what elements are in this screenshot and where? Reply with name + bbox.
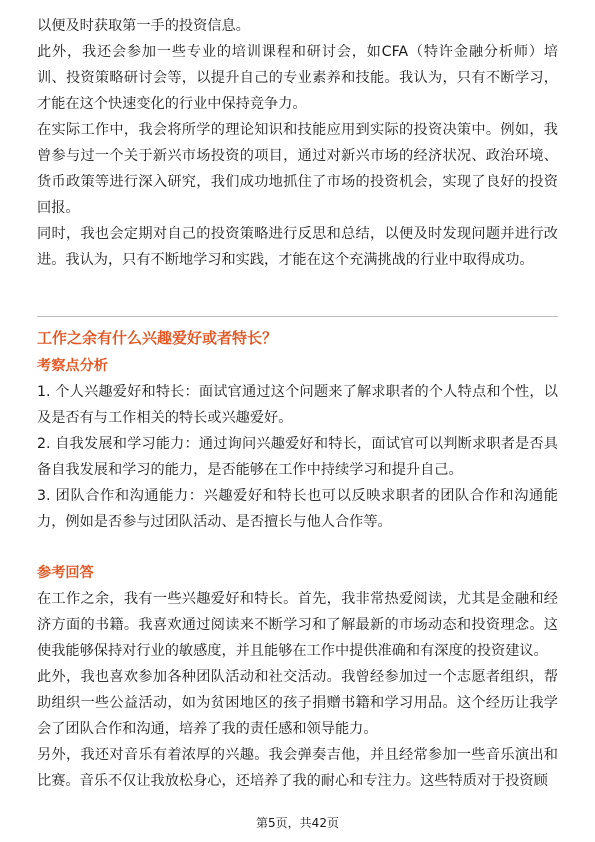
paragraph: 另外，我还对音乐有着浓厚的兴趣。我会弹奏吉他，并且经常参加一些音乐演出和比赛。音乐不仅让我放松身心，还培养了我的耐心和专注力。这些特质对于投资顾	[37, 747, 558, 789]
section-divider	[37, 316, 558, 317]
paragraph: 此外，我也喜欢参加各种团队活动和社交活动。我曾经参加过一个志愿者组织，帮助组织一些公益活动，如为贫困地区的孩子捐赠书籍和学习用品。这个经历让我学会了团队合作和沟通，培养了我的责任感和领导能力。	[37, 669, 558, 737]
answer-section	[37, 560, 558, 794]
analysis-item: 1. 个人兴趣爱好和特长：面试官通过这个问题来了解求职者的个人特点和个性，以及是否有与工作相关的特长或兴趣爱好。	[37, 384, 558, 426]
analysis-heading: 考察点分析	[37, 358, 108, 374]
paragraph: 同时，我也会定期对自己的投资策略进行反思和总结，以便及时发现问题并进行改进。我认为，只有不断地学习和实践，才能在这个充满挑战的行业中取得成功。	[37, 226, 558, 268]
paragraph: 在实际工作中，我会将所学的理论知识和技能应用到实际的投资决策中。例如，我曾参与过一个关于新兴市场投资的项目，通过对新兴市场的经济状况、政治环境、货币政策等进行深入研究，我们成功地抓住了市场的投资机会，实现了良好的投资回报。	[37, 122, 558, 216]
analysis-section	[37, 353, 558, 535]
question-heading: 工作之余有什么兴趣爱好或者特长？	[37, 329, 278, 347]
analysis-item: 3. 团队合作和沟通能力：兴趣爱好和特长也可以反映求职者的团队合作和沟通能力，例如是否参与过团队活动、是否擅长与他人合作等。	[37, 488, 558, 530]
page-number: 第5页，共42页	[256, 816, 339, 830]
paragraph: 在工作之余，我有一些兴趣爱好和特长。首先，我非常热爱阅读，尤其是金融和经济方面的书籍。我喜欢通过阅读来不断学习和了解最新的市场动态和投资理念。这使我能够保持对行业的敏感度，并且能够在工作中提供准确和有深度的投资建议。	[37, 591, 558, 659]
analysis-item: 2. 自我发展和学习能力：通过询问兴趣爱好和特长，面试官可以判断求职者是否具备自我发展和学习的能力，是否能够在工作中持续学习和提升自己。	[37, 436, 558, 478]
answer-heading: 参考回答	[37, 565, 94, 581]
previous-answer-continuation	[37, 13, 558, 273]
paragraph: 此外，我还会参加一些专业的培训课程和研讨会，如CFA（特许金融分析师）培训、投资策略研讨会等，以提升自己的专业素养和技能。我认为，只有不断学习，才能在这个快速变化的行业中保持竞争力。	[37, 44, 558, 112]
paragraph: 以便及时获取第一手的投资信息。	[37, 18, 250, 34]
